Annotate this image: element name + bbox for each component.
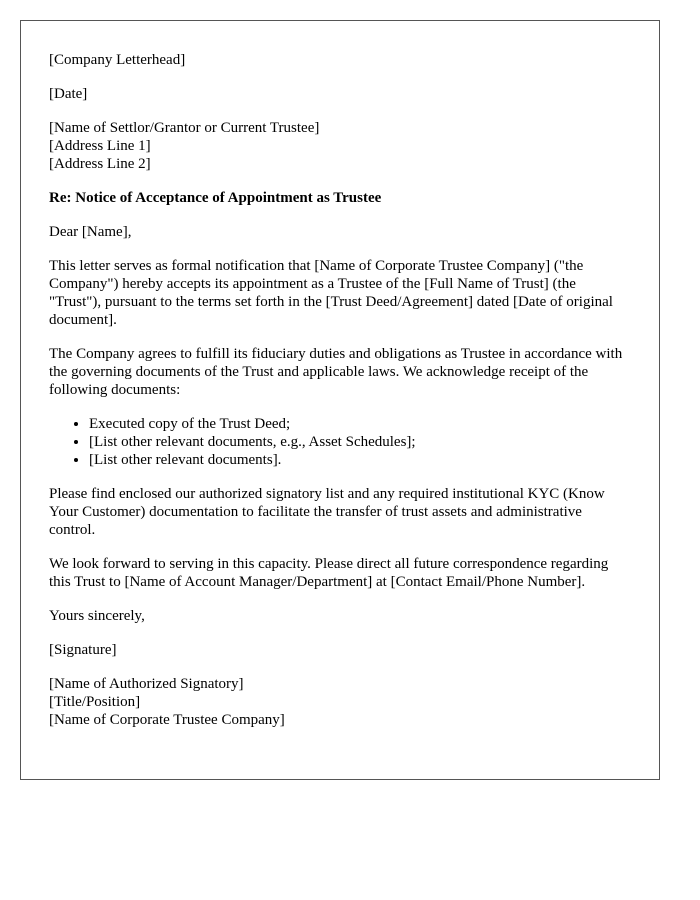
company-letterhead: [Company Letterhead] <box>49 52 186 68</box>
signature-placeholder: [Signature] <box>49 642 117 658</box>
body-paragraph-duties: The Company agrees to fulfill its fiduciary duties and obligations as Trustee in accordance with the governing documents of the Trust and applicable laws. We acknowledge receipt of the following documents: <box>49 346 623 398</box>
letter-subject: Re: Notice of Acceptance of Appointment as Trustee <box>49 190 382 206</box>
list-item: • [List other relevant documents, e.g., Asset Schedules]; <box>89 433 631 451</box>
body-paragraph-correspondence: We look forward to serving in this capacity. Please direct all future correspondence regarding this Trust to [Name of Account Manager/Department] at [Contact Email/Phone Number]. <box>49 556 609 590</box>
letter-page <box>20 20 660 780</box>
closing: Yours sincerely, <box>49 608 145 624</box>
received-documents-list <box>49 415 631 469</box>
signatory-block <box>49 675 631 729</box>
recipient-address-line-2: [Address Line 2] <box>49 156 151 172</box>
signatory-name: [Name of Authorized Signatory] <box>49 676 244 692</box>
recipient-address-block <box>49 119 631 173</box>
body-paragraph-notification: This letter serves as formal notification that [Name of Corporate Trustee Company] ("the Company") hereby accepts its appointment as a Trustee of the [Full Name of Trust] (the "Trust"), pursuant to the terms set forth in the [Trust Deed/Agreement] dated [Date of original document]. <box>49 258 613 328</box>
body-paragraph-enclosures: Please find enclosed our authorized signatory list and any required institutional KYC (Know Your Customer) documentation to facilitate the transfer of trust assets and administrative control. <box>49 486 605 538</box>
letter-date: [Date] <box>49 86 88 102</box>
signatory-company: [Name of Corporate Trustee Company] <box>49 712 285 728</box>
recipient-address-line-1: [Address Line 1] <box>49 138 151 154</box>
signatory-title: [Title/Position] <box>49 694 141 710</box>
salutation: Dear [Name], <box>49 224 132 240</box>
list-item: • Executed copy of the Trust Deed; <box>89 415 631 433</box>
recipient-name: [Name of Settlor/Grantor or Current Trustee] <box>49 120 320 136</box>
list-item: • [List other relevant documents]. <box>89 451 631 469</box>
